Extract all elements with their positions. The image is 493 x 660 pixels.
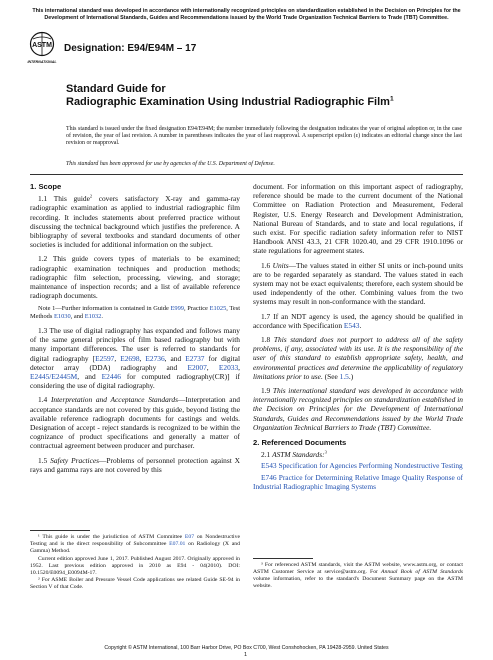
page-number: 1 (244, 652, 248, 658)
title-block (66, 83, 446, 109)
link-e999[interactable]: E999 (170, 305, 185, 313)
link-e2737[interactable]: E2737 (185, 353, 205, 363)
link-e07[interactable]: E07 (184, 534, 195, 540)
paragraph-1-7: 1.7 If an NDT agency is used, the agency should be qualified in accordance with Specification E543. (253, 311, 463, 330)
note-1: Note 1—Further information is contained in Guide E999, Practice E1025, Test Methods E1030, and E1032. (30, 305, 240, 321)
link-e543[interactable]: E543 (343, 320, 360, 330)
link-e1025[interactable]: E1025 (209, 305, 227, 313)
left-footnotes (30, 530, 240, 592)
link-e2736[interactable]: E2736 (145, 353, 165, 363)
paragraph-2-1: 2.1 ASTM Standards:$^3$ (261, 449, 327, 460)
left-column (30, 182, 240, 479)
link-e2007[interactable]: E2007 (187, 362, 207, 372)
wto-notice: This international standard was developed in accordance with internationally recognized principles on standardization established in the Decision on Principles for the Development of International Standards, Guides and Recommendations issued by the World Trade Organization Technical Barriers to Trade (TBT) Committee. (32, 8, 461, 21)
paragraph-1-2: 1.2 This guide covers types of materials to be examined; radiographic examination techniques and production methods; radiographic film selection, processing, viewing, and storage; maintenance of inspection records; and a list of available reference radiograph documents. (30, 254, 240, 301)
link-e2698[interactable]: E2698 (120, 353, 140, 363)
header-divider (30, 174, 463, 175)
paragraph-1-4: 1.4 Interpretation and Acceptance Standards—Interpretation and acceptance standards are not covered by this guide, beyond listing the available reference radiograph documents for castings and welds. Designation of accept - reject standards is recognized to be within the cognizance of product specifications and generally a matter of contractual agreement between producer and purchaser. (30, 395, 240, 451)
reference-e543[interactable]: E543 Specification for Agencies Performing Nondestructive Testing (261, 461, 463, 471)
footnote-rule-right (253, 558, 313, 559)
section-heading-scope: 1. Scope (30, 182, 62, 191)
designation: Designation: E94/E94M – 17 (64, 43, 197, 54)
title-line-1: Standard Guide for (66, 83, 166, 95)
paragraph-1-1: 1.1 This guide$^2$ covers satisfactory X-ray and gamma-ray radiographic examination as applied to industrial radiographic film recording. It includes statements about preferred practice without discussing the technical background which justifies the preference. A bibliography of several textbooks and standard documents of other societies is included for additional information on the subject. (30, 193, 241, 250)
logo-subtext: INTERNATIONAL (27, 60, 57, 64)
paragraph-1-6: 1.6 Units—The values stated in either SI units or inch-pound units are to be regarded separately as standard. The values stated in each system may not be exact equivalents; therefore, each system should be used independently of the other. Combining values from the two systems may result in non-conformance with the standard. (253, 260, 463, 307)
astm-logo (29, 31, 55, 69)
reference-e746[interactable]: E746 Practice for Determining Relative Image Quality Response of Industrial Radiographic Imaging Systems (253, 472, 463, 491)
paragraph-1-5: 1.5 Safety Practices—Problems of personnel protection against X rays and gamma rays are not covered by this (30, 455, 240, 474)
footnote-1-edition: Current edition approved June 1, 2017. Published August 2017. Originally approved in 1952. Last previous edition approved in 2010 as E94 - 04(2010). DOI: 10.1520/E0094_E0094M-17. (30, 555, 240, 576)
link-e1032[interactable]: E1032 (84, 313, 102, 321)
link-e2597[interactable]: E2597 (95, 353, 115, 363)
link-e1030[interactable]: E1030 (53, 313, 71, 321)
dod-approval-note: This standard has been approved for use by agencies of the U.S. Department of Defense. (66, 161, 275, 167)
right-footnotes (253, 558, 463, 591)
issued-note: This standard is issued under the fixed designation E94/E94M; the number immediately following the designation indicates the year of original adoption or, in the case of revision, the year of last revision. A number in parentheses indicates the year of last reapproval. A superscript epsilon (ε) indicates an editorial change since the last revision or reapproval. (66, 126, 462, 147)
paragraph-1-3: 1.3 The use of digital radiography has expanded and follows many of the same general principles of film based radiography but with many important differences. The user is referred to standards for digital radiography [E2597, E2698, E2736, and E2737 for digital detector array (DDA) radiography and E2007, E2033, E2445/E2445M, and E2446 for computed radiography(CR)] if considering the use of digital radiography. (30, 326, 241, 391)
right-column (253, 182, 463, 493)
paragraph-1-8: 1.8 This standard does not purport to address all of the safety problems, if any, associated with its use. It is the responsibility of the user of this standard to establish appropriate safety, health, and environmental practices and determine the applicability of regulatory limitations prior to use. (See 1.5.) (253, 335, 463, 381)
paragraph-1-9: 1.9 This international standard was developed in accordance with internationally recognized principles on standardization established in the Decision on Principles for the Development of International Standards, Guides and Recommendations issued by the World Trade Organization Technical Barriers to Trade (TBT) Committee. (253, 386, 463, 432)
paragraph-1-5-continued: document. For information on this important aspect of radiography, reference should be made to the current document of the National Committee on Radiation Protection and Measurement, Federal Register, U.S. Energy Research and Development Administration, National Bureau of Standards, and to state and local regulations, if such exist. For specific radiation safety information refer to NIST Handbook ANSI 43.3, 21 CFR 1020.40, and 29 CFR 1910.1096 or state regulations for agreement states. (253, 182, 463, 256)
link-e2446[interactable]: E2446 (101, 372, 121, 382)
link-section-1-5[interactable]: 1.5 (339, 371, 349, 381)
link-e2445[interactable]: E2445/E2445M (30, 372, 78, 382)
link-e07-01[interactable]: E07.01 (169, 540, 186, 547)
footnote-rule (30, 530, 90, 531)
logo-text: ASTM (32, 42, 52, 49)
footnote-3: ³ For referenced ASTM standards, visit the ASTM website, www.astm.org, or contact ASTM Customer Service at service@astm.org. For Annual Book of ASTM Standards volume information, refer to the standard's Document Summary page on the ASTM website. (253, 562, 463, 589)
footnote-1: ¹ This guide is under the jurisdiction of ASTM Committee E07 on Nondestructive Testing and is the direct responsibility of Subcommittee E07.01 on Radiology (X and Gamma) Method. (30, 534, 241, 554)
section-heading-referenced-documents: 2. Referenced Documents (253, 438, 347, 448)
link-e2033[interactable]: E2033 (218, 362, 239, 372)
footnote-2: ² For ASME Boiler and Pressure Vessel Code applications see related Guide SE-94 in Section V of that Code. (30, 577, 240, 591)
title-line-2: Radiographic Examination Using Industrial Radiographic Film$^1$ (66, 95, 394, 108)
copyright-line: Copyright © ASTM International, 100 Barr Harbor Drive, PO Box C700, West Conshohocken, PA 19428-2959. United States (104, 645, 389, 651)
